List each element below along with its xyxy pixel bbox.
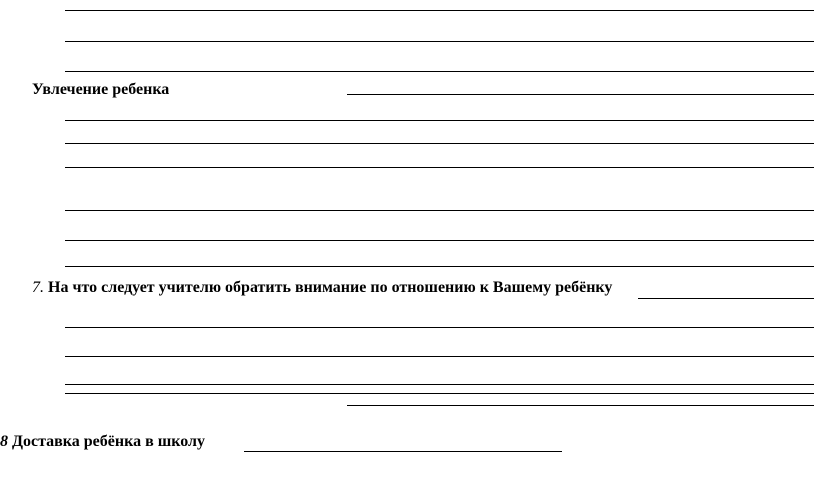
question-7-answer-line[interactable] xyxy=(638,298,814,299)
question-8-answer-line[interactable] xyxy=(244,451,562,452)
question-8-text: Доставка ребёнка в школу xyxy=(12,433,205,450)
question-8 xyxy=(0,433,205,451)
answer-line xyxy=(65,393,814,394)
question-7 xyxy=(32,279,612,297)
answer-line xyxy=(65,167,814,168)
answer-line xyxy=(65,210,814,211)
child-hobby-label: Увлечение ребенка xyxy=(32,81,170,98)
question-8-number: 8 xyxy=(0,433,8,450)
answer-line xyxy=(65,10,814,11)
answer-line xyxy=(65,327,814,328)
question-7-number: 7. xyxy=(32,279,44,296)
answer-line xyxy=(347,405,814,406)
answer-line xyxy=(65,266,814,267)
child-hobby-answer-line[interactable] xyxy=(347,94,814,95)
answer-line xyxy=(65,143,814,144)
answer-line xyxy=(65,240,814,241)
question-7-text: На что следует учителю обратить внимание по отношению к Вашему ребёнку xyxy=(48,279,613,296)
answer-line xyxy=(65,356,814,357)
answer-line xyxy=(65,120,814,121)
answer-line xyxy=(65,41,814,42)
answer-line xyxy=(65,384,814,385)
answer-line xyxy=(65,71,814,72)
